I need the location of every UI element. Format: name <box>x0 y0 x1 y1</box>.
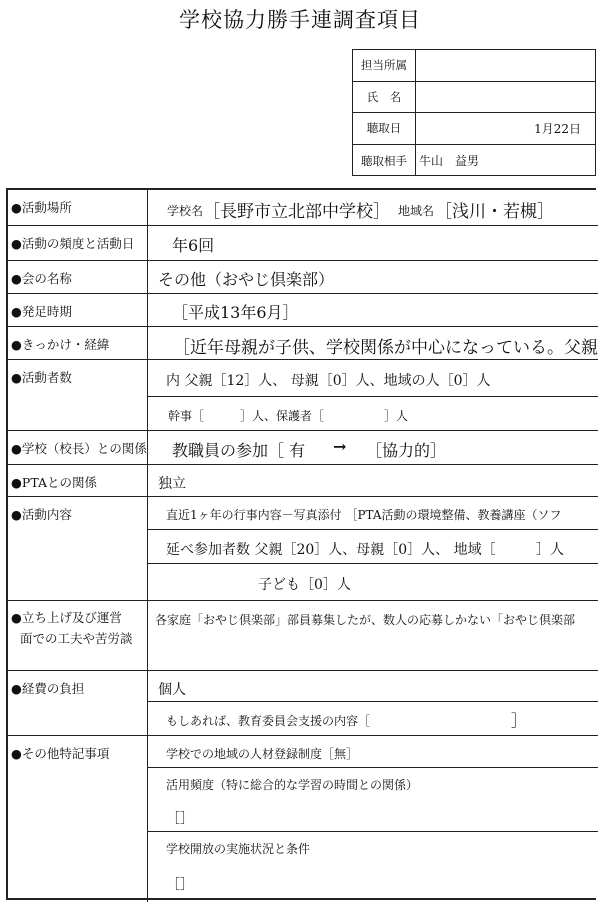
frequency-label: ●活動の頻度と活動日 <box>8 226 148 260</box>
row-setup <box>8 601 598 671</box>
other-subrow-3 <box>148 832 598 902</box>
group-name-label: ●会の名称 <box>8 261 148 293</box>
school-opening-field[interactable]: ［］ <box>166 877 194 893</box>
frequency-field[interactable]: 年6回 <box>172 236 215 255</box>
organizer-count-prefix: 幹事［ <box>168 409 205 423</box>
other-subrow-2 <box>148 768 598 832</box>
department-label: 担当所属 <box>353 50 416 81</box>
school-name-field[interactable]: ［長野市立北部中学校］ <box>203 202 390 222</box>
group-name-value-cell <box>148 261 598 293</box>
cost-bearer-field[interactable]: 個人 <box>158 682 186 698</box>
guardian-count-suffix: ］人 <box>384 409 409 423</box>
row-origin <box>8 327 598 360</box>
cost-subrow-2 <box>148 702 598 735</box>
name-field[interactable] <box>419 82 595 113</box>
interviewee-label: 聴取相手 <box>353 145 416 177</box>
page-title: 学校協力勝手連調査項目 <box>179 8 421 32</box>
name-label: 氏 名 <box>353 82 416 113</box>
content-subrow-2 <box>148 530 598 564</box>
school-name-prefix: 学校名 <box>167 204 204 218</box>
row-location <box>8 190 598 226</box>
other-notes-value-cell <box>148 736 598 902</box>
staff-participation-field[interactable]: 教職員の参加［ 有 <box>172 441 306 460</box>
info-row-name <box>353 82 595 114</box>
members-subrow-2 <box>148 397 598 430</box>
location-value <box>148 190 598 225</box>
school-opening-label: 学校開放の実施状況と条件 <box>166 842 311 856</box>
members-label: ●活動者数 <box>8 360 148 430</box>
setup-label-line1: ●立ち上げ及び運営 <box>11 610 122 625</box>
interview-date-label: 聴取日 <box>353 113 416 144</box>
guardian-count-prefix: ］人、保護者［ <box>240 409 325 423</box>
school-relation-value-cell <box>148 431 598 464</box>
survey-form <box>6 188 596 900</box>
setup-label-line2: 面での工夫や苦労談 <box>20 631 133 646</box>
interviewee-field[interactable]: 牛山 益男 <box>419 154 480 169</box>
other-subrow-1 <box>148 736 598 768</box>
area-name-prefix: 地域名 <box>398 204 435 218</box>
row-pta-relation <box>8 465 598 497</box>
school-relation-label: ●学校（校長）との関係 <box>8 431 148 464</box>
location-label: ●活動場所 <box>8 190 148 225</box>
setup-label-cell <box>8 601 148 670</box>
origin-label: ●きっかけ・経緯 <box>8 327 148 359</box>
pta-relation-label: ●PTAとの関係 <box>8 465 148 496</box>
origin-field[interactable]: ［近年母親が子供、学校関係が中心になっている。父親 <box>173 338 598 358</box>
row-other-notes <box>8 736 598 902</box>
info-row-date <box>353 113 595 145</box>
content-subrow-1 <box>148 497 598 530</box>
cost-value-cell <box>148 671 598 735</box>
start-date-label: ●発足時期 <box>8 294 148 326</box>
row-cost <box>8 671 598 736</box>
start-date-value-cell <box>148 294 598 326</box>
members-counts-field[interactable]: 内 父親［12］人、 母親［0］人、地域の人［0］人 <box>166 373 491 389</box>
info-row-department <box>353 50 595 82</box>
area-name-field[interactable]: ［浅川・若槻］ <box>435 202 554 222</box>
row-school-relation <box>8 431 598 465</box>
cost-label: ●経費の負担 <box>8 671 148 735</box>
content-subrow-3 <box>148 564 598 600</box>
members-subrow-1 <box>148 360 598 397</box>
row-start-date <box>8 294 598 327</box>
talent-registry-field[interactable]: 学校での地域の人材登録制度［無］ <box>166 747 359 761</box>
department-field[interactable] <box>419 50 595 81</box>
cooperation-field[interactable]: ［協力的］ <box>366 441 447 460</box>
row-members <box>8 360 598 431</box>
info-row-interviewee <box>353 145 595 177</box>
setup-notes-field[interactable]: 各家庭「おやじ倶楽部」部員募集したが、数人の応募しかない「おやじ倶楽部 <box>155 613 576 627</box>
arrow-right-icon: → <box>333 437 347 456</box>
other-notes-label: ●その他特記事項 <box>8 736 148 902</box>
group-name-field[interactable]: その他（おやじ倶楽部） <box>158 270 335 289</box>
board-support-suffix: ］ <box>511 711 528 730</box>
origin-value-cell <box>148 327 598 359</box>
members-value-cell <box>148 360 598 430</box>
usage-frequency-label: 活用頻度（特に総合的な学習の時間との関係） <box>166 778 419 792</box>
pta-relation-value-cell <box>148 465 598 496</box>
children-participants-field[interactable]: 子ども［0］人 <box>258 577 351 593</box>
board-support-prefix: もしあれば、教育委員会支援の内容［ <box>166 714 371 728</box>
total-participants-field[interactable]: 延べ参加者数 父親［20］人、母親［0］人、 地域［ <box>166 542 496 558</box>
area-participants-suffix: ］人 <box>536 542 564 558</box>
info-box <box>352 49 596 176</box>
frequency-value-cell <box>148 226 598 260</box>
start-date-field[interactable]: ［平成13年6月］ <box>172 303 299 322</box>
activity-content-value-cell <box>148 497 598 600</box>
cost-subrow-1 <box>148 671 598 702</box>
row-activity-content <box>8 497 598 601</box>
activity-content-label: ●活動内容 <box>8 497 148 600</box>
pta-relation-field[interactable]: 独立 <box>158 476 186 492</box>
row-frequency <box>8 226 598 261</box>
usage-frequency-field[interactable]: ［］ <box>166 811 194 827</box>
interview-date-field[interactable]: 1月22日 <box>534 121 581 136</box>
row-group-name <box>8 261 598 294</box>
setup-value-cell <box>148 601 598 670</box>
recent-events-field[interactable]: 直近1ヶ年の行事内容－写真添付 ［PTA活動の環境整備、教養講座（ソフ <box>166 508 562 522</box>
